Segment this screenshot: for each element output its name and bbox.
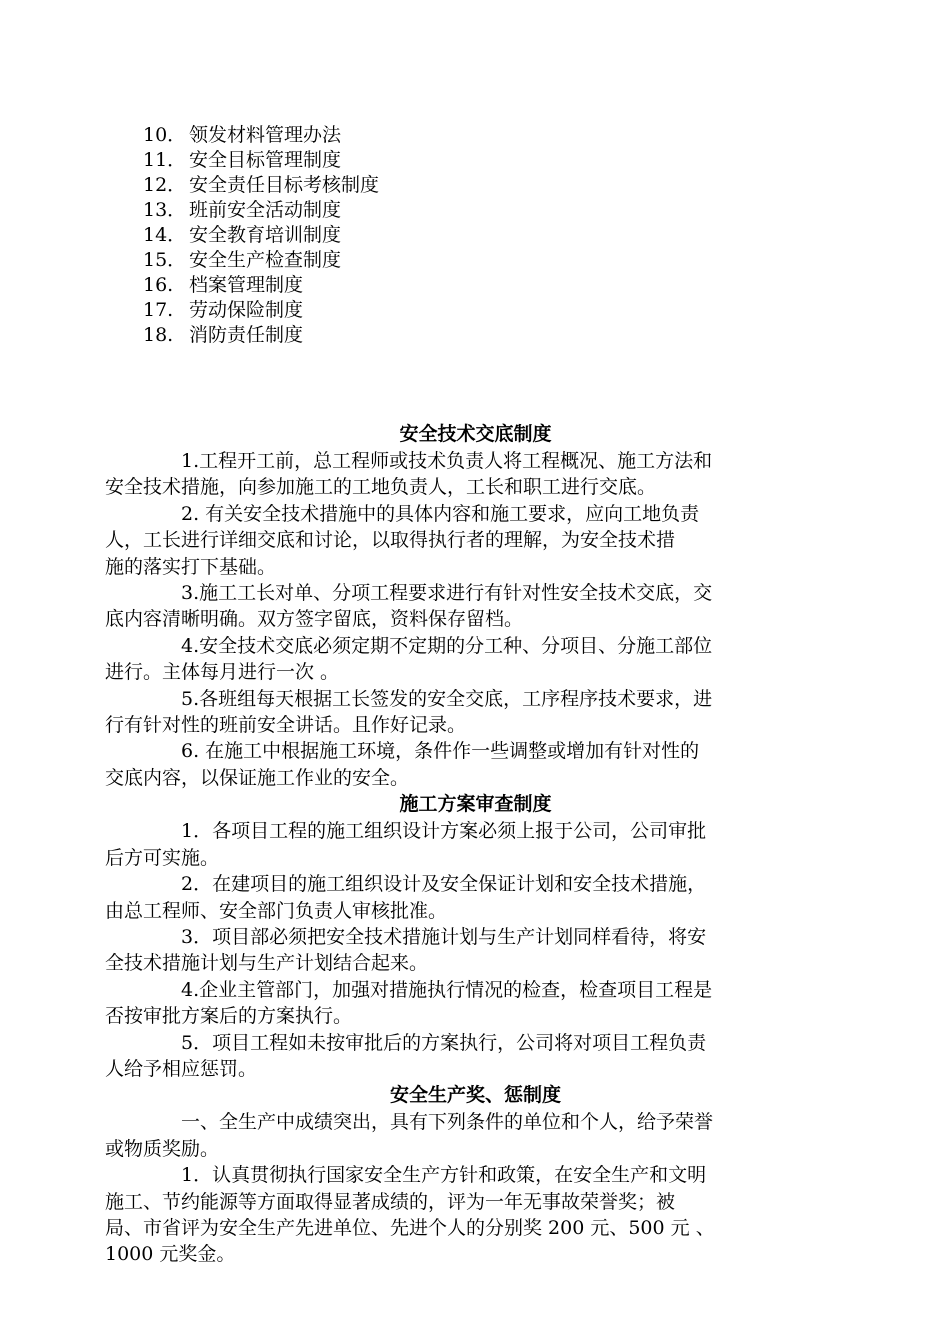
paragraph-line: 2．在建项目的施工组织设计及安全保证计划和安全技术措施，: [181, 873, 707, 896]
list-item: [143, 148, 543, 173]
paragraph-line: 否按审批方案后的方案执行。: [105, 1005, 353, 1028]
list-item-number: 13．: [143, 199, 187, 221]
list-item-number: 15．: [143, 249, 187, 271]
list-item-text: 安全责任目标考核制度: [189, 174, 380, 196]
paragraph: [105, 1162, 808, 1268]
paragraph: [105, 633, 808, 686]
list-item-number: 10．: [143, 124, 187, 146]
paragraph-line: 4.企业主管部门，加强对措施执行情况的检查，检查项目工程是: [181, 978, 713, 1001]
paragraph: [105, 1030, 808, 1083]
paragraph-line: 3.施工工长对单、分项工程要求进行有针对性安全技术交底，交: [181, 582, 713, 605]
paragraph: [105, 818, 808, 871]
paragraph-line: 一、全生产中成绩突出，具有下列条件的单位和个人，给予荣誉: [181, 1111, 714, 1134]
list-item-number: 14．: [143, 224, 187, 246]
paragraph-line: 后方可实施。: [105, 846, 220, 869]
paragraph-line: 底内容清晰明确。双方签字留底，资料保存留档。: [105, 608, 524, 631]
paragraph: [105, 448, 808, 501]
list-item-number: 17.: [143, 299, 174, 321]
list-item-number: 12．: [143, 174, 187, 196]
paragraph-line: 进行。主体每月进行一次 。: [105, 661, 340, 684]
section-title: 施工方案审查制度: [399, 793, 552, 816]
paragraph-line: 1000 元奖金。: [105, 1243, 236, 1266]
paragraph: [105, 580, 808, 633]
paragraph-line: 3．项目部必须把安全技术措施计划与生产计划同样看待，将安: [181, 925, 707, 948]
list-item: [143, 298, 543, 323]
regulation-list: [143, 123, 543, 348]
list-item-text: 班前安全活动制度: [189, 199, 342, 221]
paragraph: [105, 1109, 808, 1162]
paragraph: [105, 924, 808, 977]
list-item: [143, 273, 543, 298]
list-item-number: 11．: [143, 149, 187, 171]
paragraph: [105, 977, 808, 1030]
paragraph-line: 施工、节约能源等方面取得显著成绩的，评为一年无事故荣誉奖；被: [105, 1190, 676, 1213]
list-item-text: 领发材料管理办法: [189, 124, 342, 146]
list-item: [143, 198, 543, 223]
list-item: [143, 173, 543, 198]
paragraph-line: 6. 在施工中根据施工环境，条件作一些调整或增加有针对性的: [181, 740, 700, 763]
list-item-number: 18.: [143, 324, 174, 346]
paragraph-line: 局、市省评为安全生产先进单位、先进个人的分别奖 200 元、500 元 、: [105, 1216, 715, 1239]
paragraph-line: 安全技术措施，向参加施工的工地负责人，工长和职工进行交底。: [105, 476, 657, 499]
paragraph-line: 5.各班组每天根据工长签发的安全交底，工序程序技术要求，进: [181, 687, 713, 710]
list-item-text: 劳动保险制度: [189, 299, 304, 321]
list-item: [143, 123, 543, 148]
list-item-text: 安全教育培训制度: [189, 224, 342, 246]
list-item: [143, 323, 543, 348]
list-item-text: 档案管理制度: [189, 274, 304, 296]
paragraph-line: 人给予相应惩罚。: [105, 1057, 258, 1080]
list-item: [143, 223, 543, 248]
paragraph: [105, 501, 808, 580]
section-title: 安全技术交底制度: [399, 423, 552, 445]
paragraph-line: 4.安全技术交底必须定期不定期的分工种、分项目、分施工部位: [181, 634, 713, 657]
paragraph: [105, 738, 808, 791]
paragraph-line: 5．项目工程如未按审批后的方案执行，公司将对项目工程负责: [181, 1031, 707, 1054]
paragraph-line: 1．认真贯彻执行国家安全生产方针和政策，在安全生产和文明: [181, 1164, 707, 1187]
paragraph-line: 1．各项目工程的施工组织设计方案必须上报于公司，公司审批: [181, 820, 707, 843]
paragraph-line: 施的落实打下基础。: [105, 555, 277, 578]
list-item-text: 安全生产检查制度: [189, 249, 342, 271]
document-body: [105, 421, 808, 1268]
paragraph: [105, 871, 808, 924]
paragraph-line: 1.工程开工前，总工程师或技术负责人将工程概况、施工方法和: [181, 450, 713, 472]
list-item: [143, 248, 543, 273]
list-item-text: 安全目标管理制度: [189, 149, 342, 171]
paragraph-line: 2. 有关安全技术措施中的具体内容和施工要求，应向工地负责: [181, 502, 700, 525]
paragraph-line: 人，工长进行详细交底和讨论，以取得执行者的理解，为安全技术措: [105, 529, 676, 552]
paragraph: [105, 686, 808, 739]
paragraph-line: 由总工程师、安全部门负责人审核批准。: [105, 899, 448, 922]
paragraph-line: 或物质奖励。: [105, 1137, 220, 1160]
paragraph-line: 交底内容，以保证施工作业的安全。: [105, 766, 410, 789]
list-item-number: 16.: [143, 274, 174, 296]
paragraph-line: 行有针对性的班前安全讲话。且作好记录。: [105, 714, 467, 737]
list-item-text: 消防责任制度: [189, 324, 304, 346]
paragraph-line: 全技术措施计划与生产计划结合起来。: [105, 952, 429, 975]
section-title: 安全生产奖、惩制度: [389, 1084, 561, 1107]
